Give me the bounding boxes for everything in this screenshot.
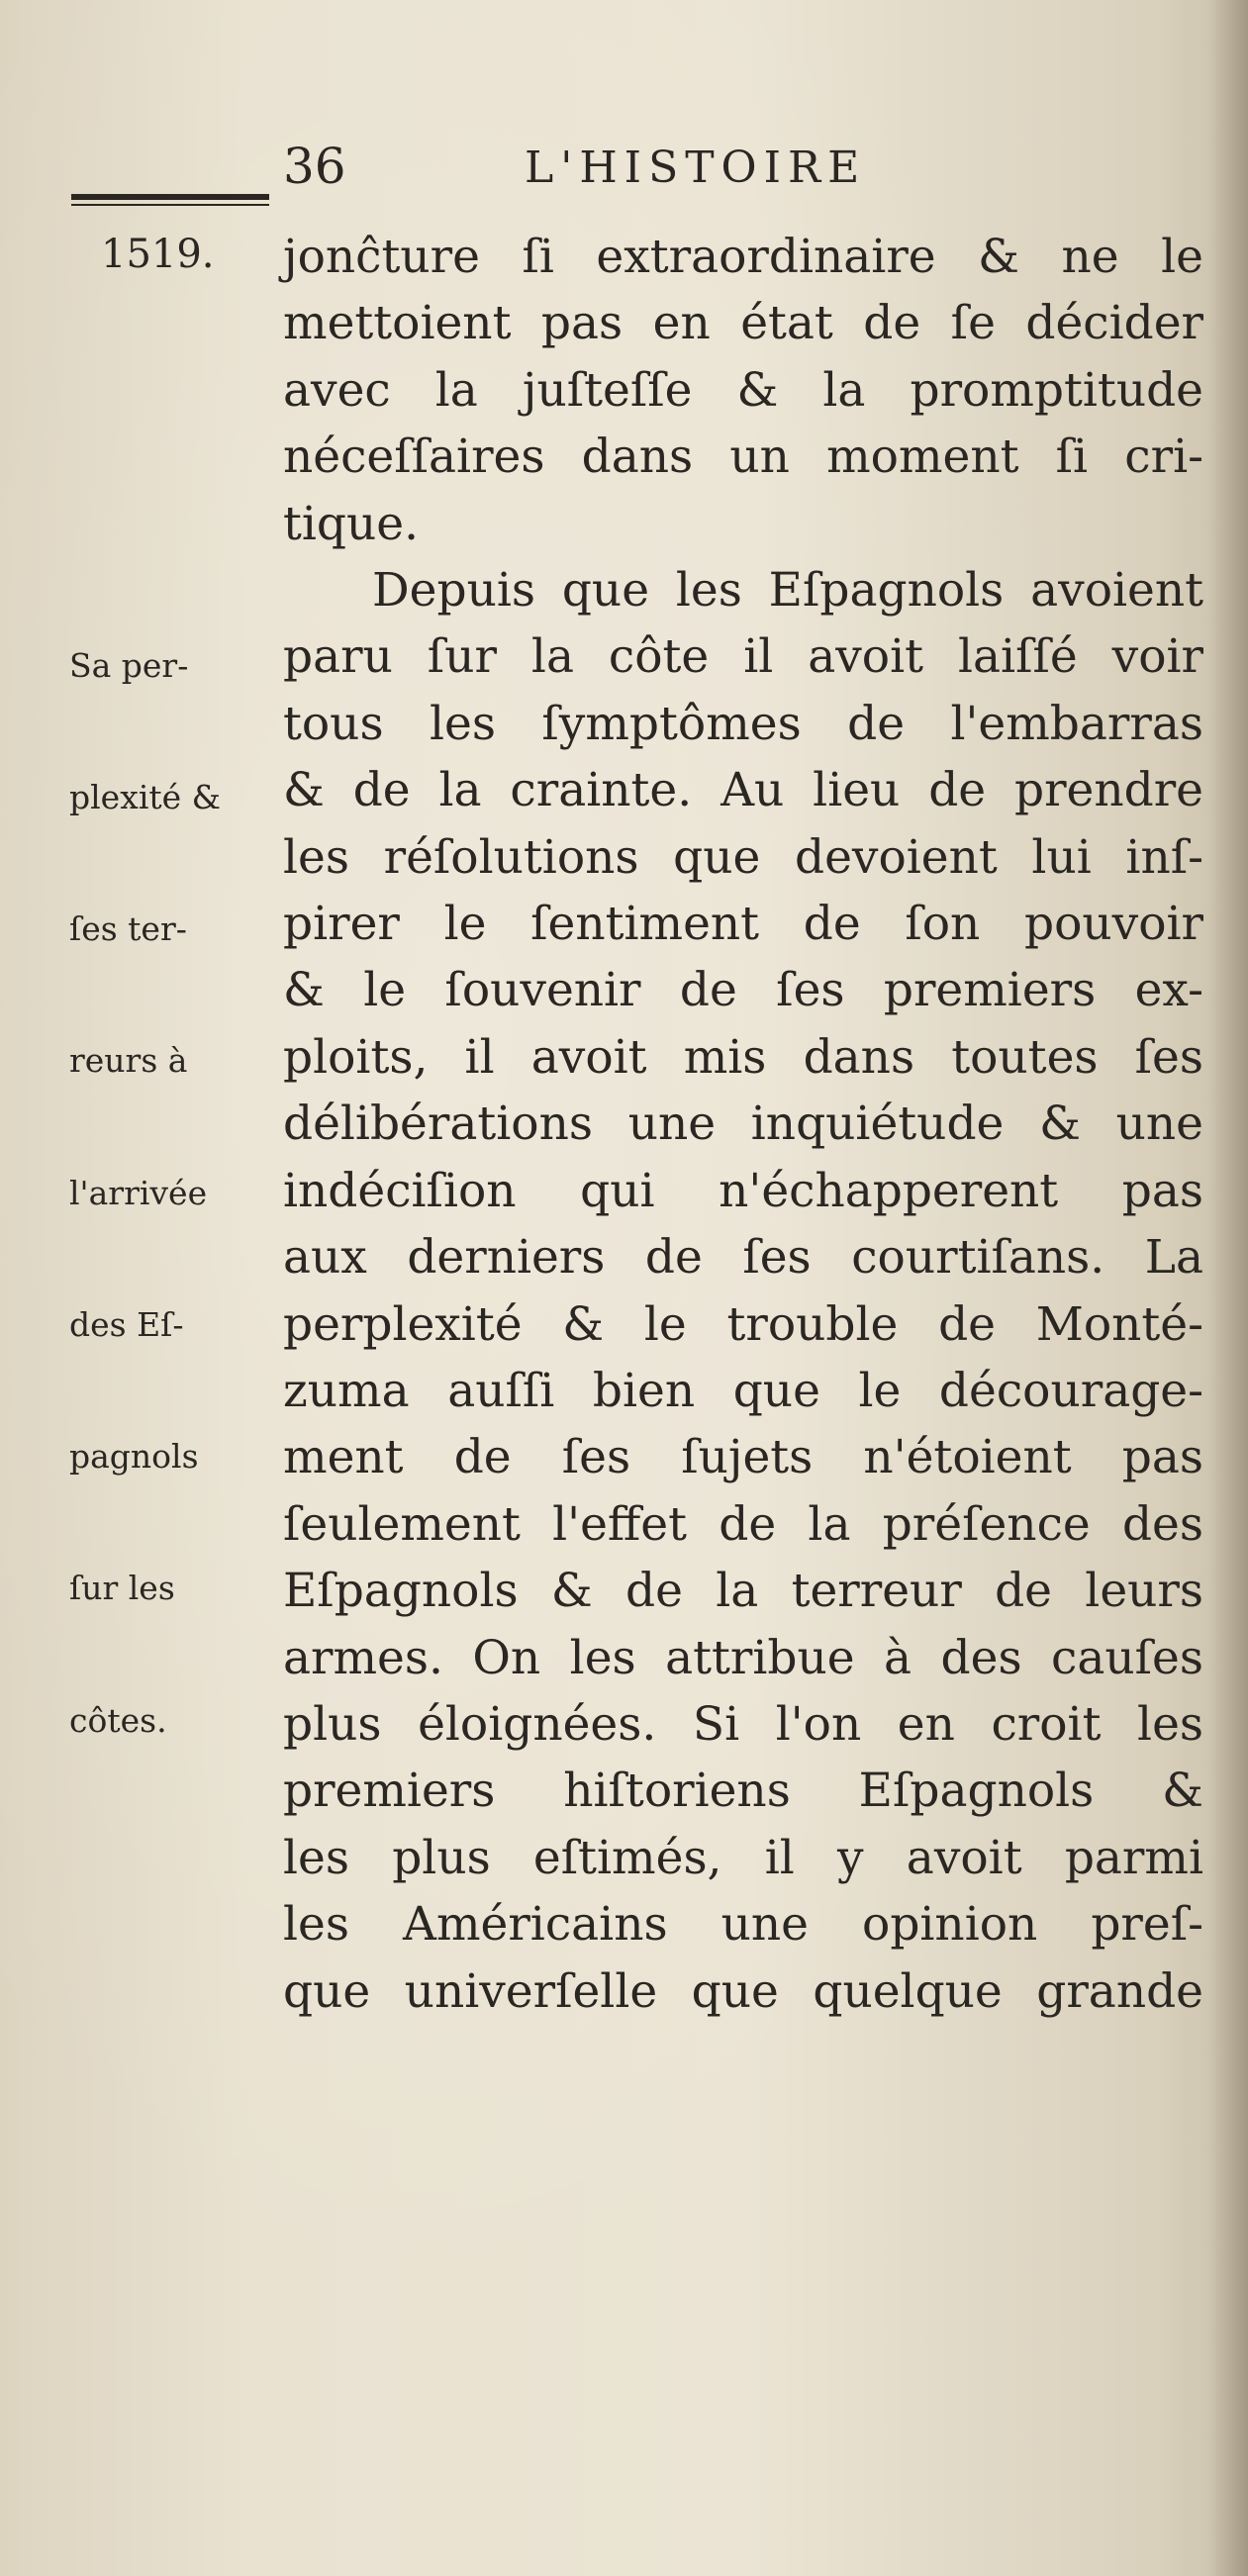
margin-note-line: côtes. <box>69 1700 167 1740</box>
margin-note-line: reurs à <box>69 1041 188 1081</box>
text-line: les plus eſtimés, il y avoit parmi <box>283 1830 1203 1885</box>
margin-year: 1519. <box>101 232 215 277</box>
page-number: 36 <box>283 138 346 195</box>
margin-note-line: Sa per- <box>69 645 189 685</box>
text-line: zuma auſſi bien que le décourage- <box>283 1363 1203 1418</box>
text-line: pirer le ſentiment de ſon pouvoir <box>283 897 1203 952</box>
text-line: ment de ſes ſujets n'étoient pas <box>283 1430 1203 1485</box>
text-line: délibérations une inquiétude & une <box>283 1097 1203 1152</box>
text-line: les Américains une opinion preſ- <box>283 1897 1203 1953</box>
text-line: aux derniers de ſes courtiſans. La <box>283 1230 1203 1286</box>
margin-note-line: plexité & <box>69 778 222 817</box>
text-line: armes. On les attribue à des cauſes <box>283 1630 1203 1685</box>
text-line: ſeulement l'effet de la préſence des <box>283 1496 1203 1552</box>
margin-note-line: l'arrivée <box>69 1173 208 1212</box>
margin-note <box>69 556 257 1831</box>
margin-note-line: ſur les <box>69 1569 175 1608</box>
text-line: perplexité & le trouble de Monté- <box>283 1296 1203 1352</box>
text-line: tous les ſymptômes de l'embarras <box>283 696 1203 751</box>
running-head: L'HISTOIRE <box>525 143 867 193</box>
header-rule <box>71 194 269 206</box>
margin-note-line: pagnols <box>69 1437 199 1477</box>
text-line: plus éloignées. Si l'on en croit les <box>283 1696 1203 1752</box>
text-line: jonĉture ſi extraordinaire & ne le <box>283 230 1203 284</box>
text-line: paru ſur la côte il avoit laiſſé voir <box>283 629 1203 685</box>
page-gutter-shadow <box>1208 0 1248 2576</box>
margin-note-line: ſes ter- <box>69 909 187 949</box>
body-text <box>283 224 1203 2025</box>
text-line: & de la crainte. Au lieu de prendre <box>283 763 1203 818</box>
text-line: avec la juſteſſe & la promptitude <box>283 362 1203 418</box>
text-line: Depuis que les Eſpagnols avoient <box>372 563 1203 619</box>
text-line: tique. <box>283 496 420 551</box>
text-line: indéciſion qui n'échapperent pas <box>283 1163 1203 1218</box>
text-line: premiers hiſtoriens Eſpagnols & <box>283 1764 1203 1819</box>
text-line: Eſpagnols & de la terreur de leurs <box>283 1564 1203 1619</box>
text-line: & le ſouvenir de ſes premiers ex- <box>283 963 1203 1018</box>
text-line: les réſolutions que devoient lui inſ- <box>283 829 1203 885</box>
text-line: néceſſaires dans un moment ſi cri- <box>283 429 1203 485</box>
text-line: ploits, il avoit mis dans toutes ſes <box>283 1029 1203 1085</box>
margin-note-line: des Eſ- <box>69 1304 184 1344</box>
text-line: que univerſelle que quelque grande <box>283 1963 1203 2019</box>
text-line: mettoient pas en état de ſe décider <box>283 296 1203 351</box>
